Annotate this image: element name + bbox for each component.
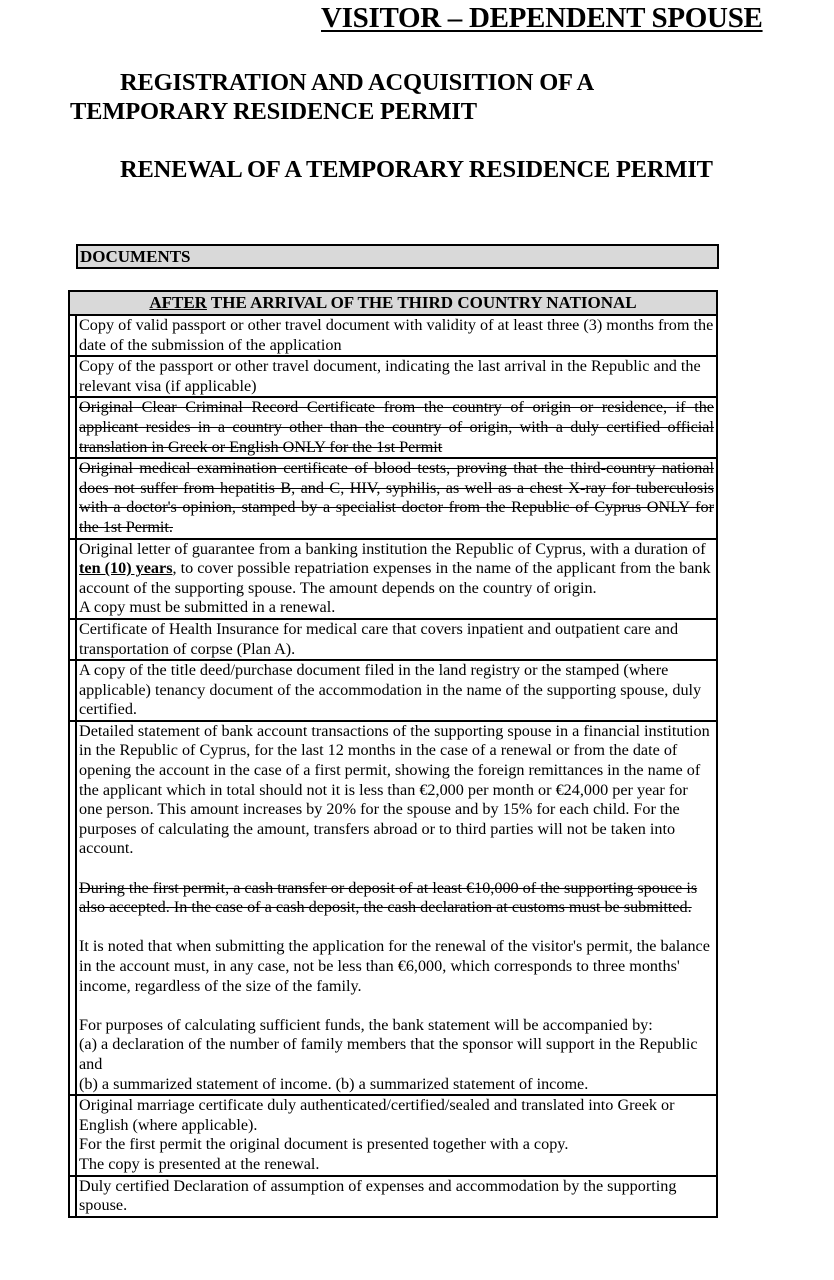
table-row — [69, 619, 717, 660]
table-row — [69, 397, 717, 458]
document-item-passport-validity: Copy of valid passport or other travel document with validity of at least three (3) months from the date of the submission of the application — [76, 315, 717, 356]
heading-after: AFTER — [149, 293, 207, 312]
document-item-marriage-certificate: Original marriage certificate duly authenticated/certified/sealed and translated into Greek or English (where applicable). For the first permit the original document is presented together with a copy. The copy is presented at the renewal. — [76, 1095, 717, 1175]
table-row — [69, 721, 717, 1095]
table-row — [69, 458, 717, 538]
document-item-medical-exam-struck: Original medical examination certificate of blood tests, proving that the third-country national does not suffer from hepatitis B, and C, HIV, syphilis, as well as a chest X-ray for tuberculosis with a doctor's opinion, stamped by a specialist doctor from the Republic of Cyprus ONLY for the 1st Permit. — [76, 458, 717, 538]
table-row — [69, 660, 717, 721]
table-row — [69, 315, 717, 356]
subtitle-registration: REGISTRATION AND ACQUISITION OF A TEMPORARY RESIDENCE PERMIT — [70, 69, 593, 125]
table-row — [69, 356, 717, 397]
table-row — [69, 539, 717, 619]
subtitle-renewal: RENEWAL OF A TEMPORARY RESIDENCE PERMIT — [120, 156, 713, 183]
document-item-criminal-record-struck: Original Clear Criminal Record Certificate from the country of origin or residence, if the applicant resides in a country other than the country of origin, with a duly certified official translation in Greek or English ONLY for the 1st Permit — [76, 397, 717, 458]
table-heading — [69, 291, 717, 315]
document-item-declaration-expenses: Duly certified Declaration of assumption of expenses and accommodation by the supporting spouse. — [76, 1176, 717, 1217]
documents-section-label: DOCUMENTS — [76, 244, 719, 269]
table-heading-row — [69, 291, 717, 315]
document-title: VISITOR – DEPENDENT SPOUSE — [321, 2, 763, 34]
cash-deposit-note-struck: During the first permit, a cash transfer or deposit of at least €10,000 of the supporting spouce is also accepted. In the case of a cash deposit, the cash declaration at customs must be submitted. — [79, 878, 698, 917]
table-row — [69, 1095, 717, 1175]
table-row — [69, 1176, 717, 1217]
duration-emphasis: ten (10) years — [79, 559, 173, 578]
heading-rest: THE ARRIVAL OF THE THIRD COUNTRY NATIONAL — [206, 293, 637, 312]
document-item-title-deed: A copy of the title deed/purchase document filed in the land registry or the stamped (where applicable) tenancy document of the accommodation in the name of the supporting spouse, duly certified. — [76, 660, 717, 721]
document-item-health-insurance: Certificate of Health Insurance for medical care that covers inpatient and outpatient care and transportation of corpse (Plan A). — [76, 619, 717, 660]
document-item-bank-guarantee: Original letter of guarantee from a banking institution the Republic of Cyprus, with a duration of ten (10) years, to cover possible repatriation expenses in the name of the applicant from the bank account of the supporting spouse. The amount depends on the country of origin. A copy must be submitted in a renewal. — [76, 539, 717, 619]
documents-table — [68, 290, 718, 1218]
document-item-passport-arrival: Copy of the passport or other travel document, indicating the last arrival in the Republic and the relevant visa (if applicable) — [76, 356, 717, 397]
document-item-bank-statement: Detailed statement of bank account transactions of the supporting spouse in a financial institution in the Republic of Cyprus, for the last 12 months in the case of a renewal or from the date of opening the account in the case of a first permit, showing the foreign remittances in the name of the applicant which in total should not it is less than €2,000 per month or €24,000 per year for one person. This amount increases by 20% for the spouse and by 15% for each child. For the purposes of calculating the amount, transfers abroad or to third parties will not be taken into account. During the first permit, a cash transfer or deposit of at least €10,000 of the supporting spouce is also accepted. In the case of a cash deposit, the cash declaration at customs must be submitted. It is noted that when submitting the application for the renewal of the visitor's permit, the balance in the account must, in any case, not be less than €6,000, which corresponds to three months' income, regardless of the size of the family. For purposes of calculating sufficient funds, the bank statement will be accompanied by: (a) a declaration of the number of family members that the sponsor will support in the Republic and (b) a summarized statement of income. (b) a summarized statement of income. — [76, 721, 717, 1095]
